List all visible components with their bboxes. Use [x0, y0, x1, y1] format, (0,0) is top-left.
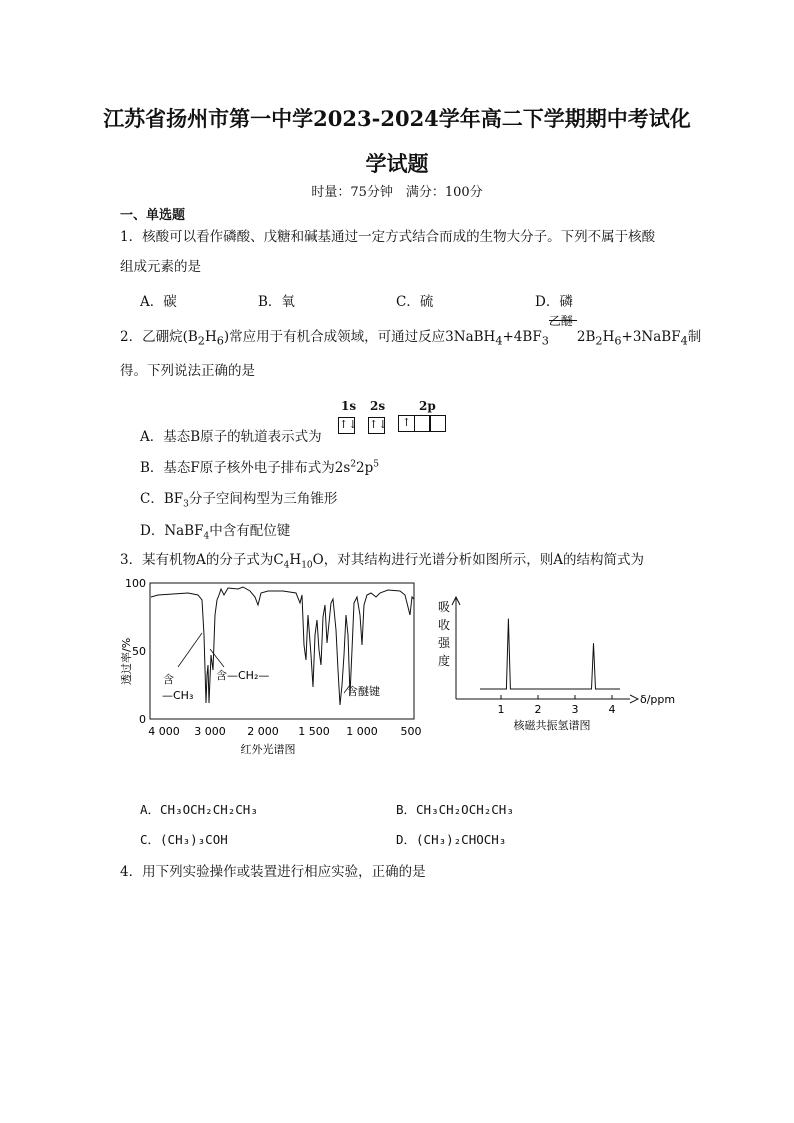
ir-annotation-ch3: 含 [163, 673, 174, 686]
q3-option-d: D．(CH₃)₂CHOCH₃ [396, 832, 507, 847]
q3-line1: 3．某有机物A的分子式为$C_4H_{10}O$，对其结构进行光谱分析如图所示，则A的结构简式为 [120, 552, 644, 571]
section-heading: 一、单选题 [120, 208, 186, 223]
ir-leader-ch3 [178, 633, 202, 667]
ir-xtick-1000: 1 000 [346, 725, 378, 738]
ir-xtick-3000: 3 000 [194, 725, 226, 738]
nmr-ylabel-3: 强 [438, 636, 451, 650]
q2-option-d: D．NaBF$_4$中含有配位键 [140, 523, 291, 542]
q3-option-a: A．CH₃OCH₂CH₂CH₃ [140, 802, 258, 817]
q1-option-a: A．碳 [140, 294, 177, 310]
ir-xtick-4000: 4 000 [148, 725, 180, 738]
q2-option-b: B．基态F原子核外电子排布式为$2s^22p^5$ [140, 459, 380, 476]
nmr-ylabel-4: 度 [438, 654, 451, 668]
page-title-line2: 学试题 [365, 151, 429, 176]
nmr-trace [480, 619, 620, 689]
nmr-ylabel-1: 吸 [438, 600, 451, 614]
ir-xtick-1500: 1 500 [298, 725, 330, 738]
nmr-xtick-label: 2 [534, 703, 542, 716]
ir-xtick-2000: 2 000 [247, 725, 279, 738]
q1-line2: 组成元素的是 [120, 259, 201, 275]
q1-option-b: B．氧 [258, 294, 295, 310]
ir-ytick-0: 0 [139, 713, 146, 726]
q1-option-c: C．硫 [396, 294, 434, 310]
q3-option-b: B．CH₃CH₂OCH₂CH₃ [396, 802, 514, 817]
nmr-ylabel-2: 收 [438, 618, 451, 632]
q2-line1: 2．乙硼烷$(B_2H_6)$常应用于有机合成领域，可通过反应$3NaBH_4+4BF_3$ 乙醚 $2B_2H_6+3NaBF_4$制 [120, 322, 701, 357]
ir-annotation-ether: 含醚键 [347, 685, 380, 698]
q1-option-d: D．磷 [535, 294, 573, 310]
nmr-xunit: δ/ppm [640, 693, 676, 706]
orbital-2p-box-2 [414, 415, 431, 432]
reaction-condition: 乙醚 [548, 314, 573, 328]
q1-line1: 1．核酸可以看作磷酸、戊糖和碱基通过一定方式结合而成的生物大分子。下列不属于核酸 [120, 229, 656, 245]
orbital-2p-box-3 [429, 415, 446, 432]
nmr-spectrum [432, 595, 682, 740]
nmr-caption: 核磁共振氢谱图 [513, 719, 591, 732]
q2-option-c: C．$BF_3$分子空间构型为三角锥形 [140, 491, 338, 510]
q3-option-c: C．(CH₃)₃COH [140, 832, 228, 847]
ir-xtick-500: 500 [400, 725, 422, 738]
exam-meta: 时量：75分钟 满分：100分 [311, 185, 483, 200]
ir-ytick-50: 50 [132, 645, 146, 658]
orbital-2s-box: ↑↓ [368, 417, 385, 434]
ir-annotation-ch2: 含—CH₂— [216, 669, 270, 682]
nmr-xtick-label: 1 [497, 703, 505, 716]
q4-line1: 4．用下列实验操作或装置进行相应实验，正确的是 [120, 864, 426, 880]
ir-caption: 红外光谱图 [240, 743, 296, 756]
ir-ytick-100: 100 [125, 577, 146, 590]
nmr-xtick-label: 3 [571, 703, 579, 716]
nmr-xtick-label: 4 [608, 703, 616, 716]
orbital-1s-box: ↑↓ [338, 417, 355, 434]
ir-ylabel: 透过率/% [120, 637, 133, 685]
ir-spectrum [118, 575, 428, 760]
ir-annotation-ch3-group: —CH₃ [162, 689, 194, 702]
orbital-2p-box-1: ↑ [398, 415, 415, 432]
q2-line2: 得。下列说法正确的是 [120, 363, 255, 379]
q2-option-a: A．基态B原子的轨道表示式为 [140, 429, 322, 445]
page-title: 江苏省扬州市第一中学2023-2024学年高二下学期期中考试化 [103, 106, 691, 131]
nmr-x-arrow [630, 695, 638, 703]
